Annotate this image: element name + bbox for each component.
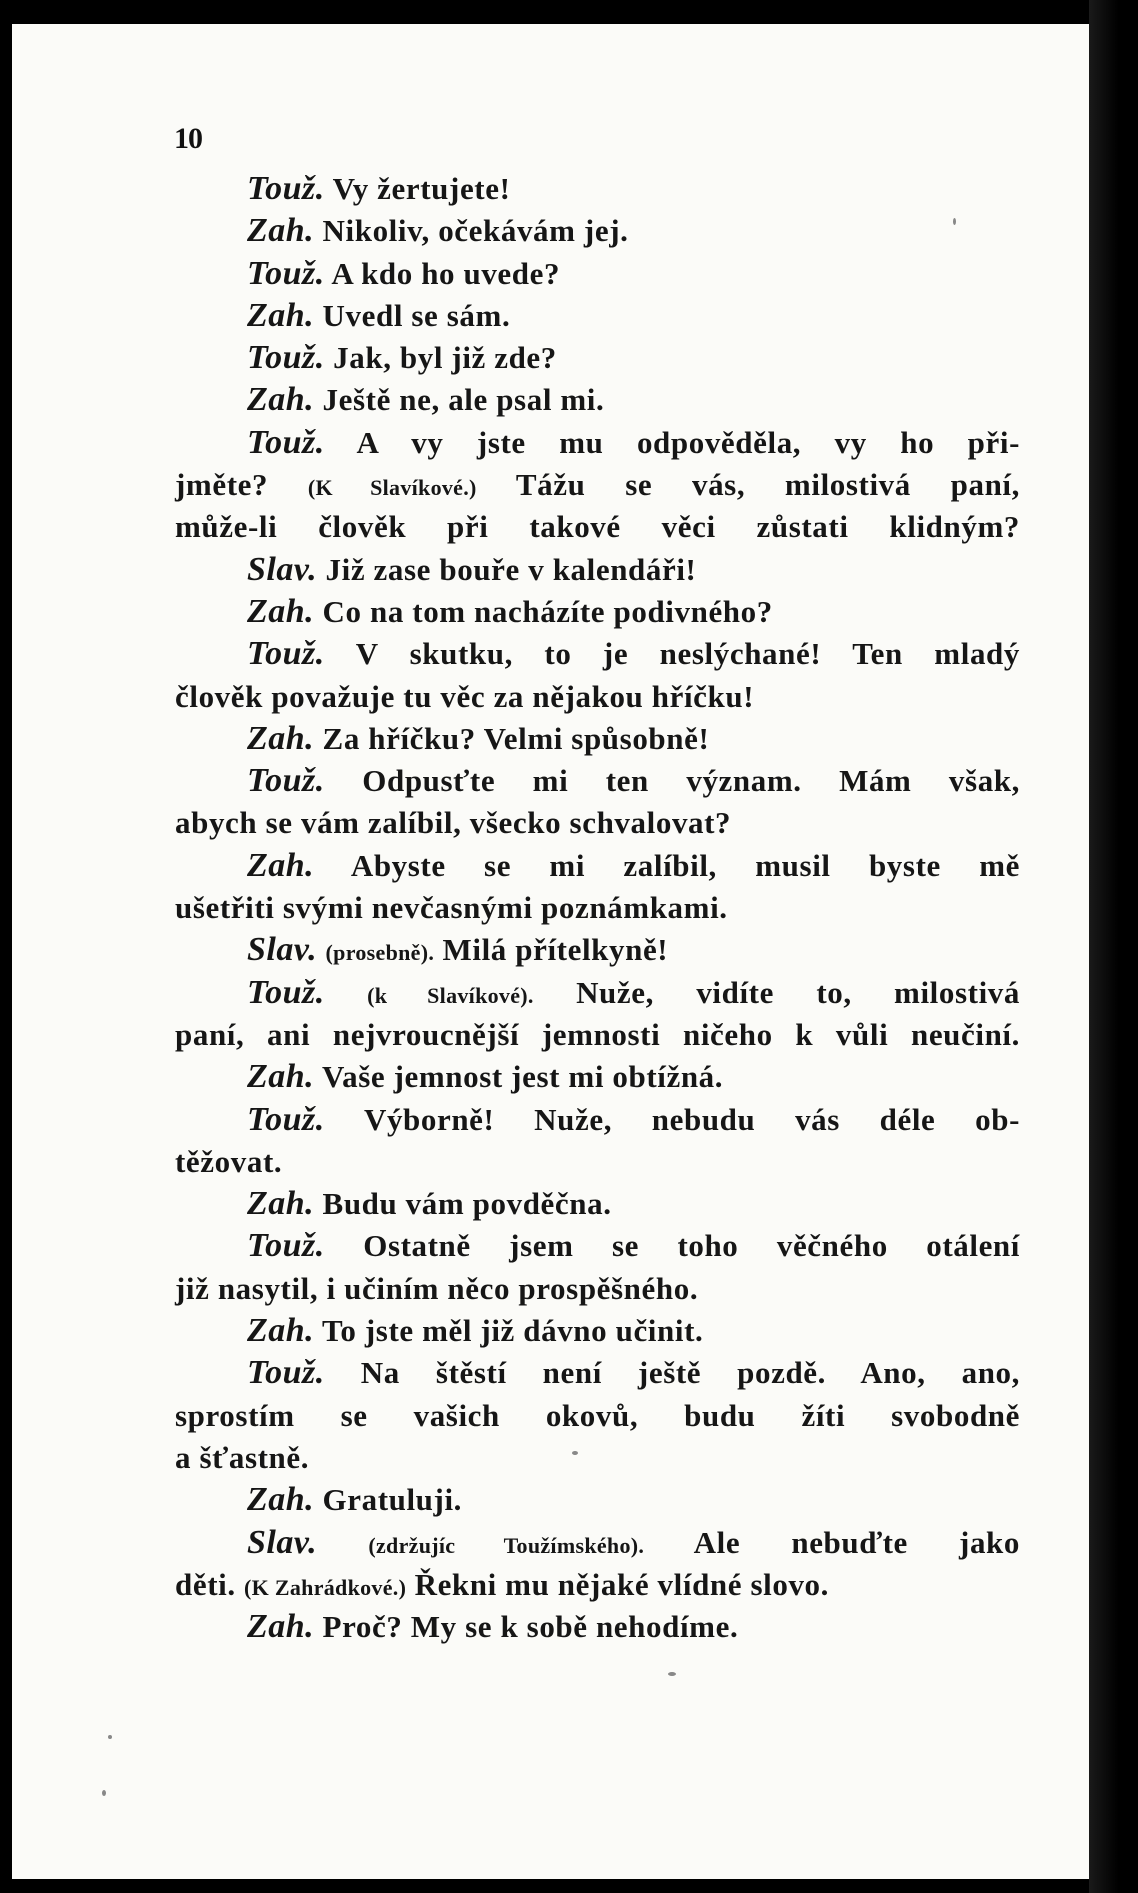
text-line xyxy=(175,972,1020,1014)
speaker-name: Touž. xyxy=(247,423,325,461)
ink-speck xyxy=(668,1672,676,1676)
speaker-name: Touž. xyxy=(247,1227,325,1265)
line-text: Na štěstí není ještě pozdě. Ano, ano, xyxy=(324,1355,1020,1391)
text-line xyxy=(175,1606,1020,1648)
text-line xyxy=(175,1437,1020,1479)
page-number: 10 xyxy=(174,122,202,155)
text-line xyxy=(175,1099,1020,1141)
line-text: Proč? My se k sobě nehodíme. xyxy=(314,1609,739,1645)
line-text: jměte? xyxy=(175,467,308,503)
line-text: Ale nebuďte jako xyxy=(644,1524,1020,1560)
text-line xyxy=(175,253,1020,295)
text-line xyxy=(175,1225,1020,1267)
line-text: To jste měl již dávno učinit. xyxy=(314,1313,704,1349)
line-text: Ostatně jsem se toho věčného otálení xyxy=(324,1228,1020,1264)
speaker-name: Touž. xyxy=(247,1100,325,1138)
ink-speck xyxy=(102,1790,106,1796)
speaker-name: Touž. xyxy=(247,973,325,1011)
speaker-name: Zah. xyxy=(247,1481,315,1519)
line-text xyxy=(317,932,325,967)
line-text: sprostím se vašich okovů, budu žíti svobodně xyxy=(175,1397,1020,1433)
line-text: Již zase bouře v kalendáři! xyxy=(317,551,697,587)
line-text: Nuže, vidíte to, milostivá xyxy=(533,974,1020,1010)
speaker-name: Slav. xyxy=(247,931,318,969)
line-text: děti. xyxy=(175,1566,245,1602)
text-line xyxy=(175,887,1020,929)
text-line xyxy=(175,1352,1020,1394)
line-text: Za hříčku? Velmi spůsobně! xyxy=(314,720,710,756)
text-line xyxy=(175,168,1020,210)
speaker-name: Touž. xyxy=(247,1354,325,1392)
text-line xyxy=(175,802,1020,844)
text-line xyxy=(175,718,1020,760)
speaker-name: Touž. xyxy=(247,170,325,207)
text-line xyxy=(175,760,1020,802)
text-line xyxy=(175,676,1020,718)
text-line xyxy=(175,1141,1020,1183)
text-line xyxy=(175,1395,1020,1437)
text-line xyxy=(175,1522,1020,1564)
line-text: Řekni mu nějaké vlídné slovo. xyxy=(406,1566,830,1602)
text-line xyxy=(175,633,1020,675)
line-text: Co na tom nacházíte podivného? xyxy=(314,593,773,629)
speaker-name: Zah. xyxy=(247,1608,315,1646)
line-text: těžovat. xyxy=(175,1143,283,1179)
line-text: Milá přítelkyně! xyxy=(434,932,669,968)
line-text: Uvedl se sám. xyxy=(314,297,511,333)
line-text: již nasytil, i učiním něco prospěšného. xyxy=(175,1270,699,1306)
text-line xyxy=(175,210,1020,252)
speaker-name: Touž. xyxy=(247,339,325,377)
text-line xyxy=(175,1268,1020,1310)
text-line xyxy=(175,1310,1020,1352)
text-line xyxy=(175,379,1020,421)
text-line xyxy=(175,549,1020,591)
speaker-name: Touž. xyxy=(247,762,325,800)
text-line xyxy=(175,1183,1020,1225)
text-line xyxy=(175,506,1020,548)
text-line xyxy=(175,929,1020,971)
speaker-name: Zah. xyxy=(247,592,315,630)
line-text: A kdo ho uvede? xyxy=(324,255,561,291)
line-text xyxy=(325,975,367,1010)
line-text xyxy=(317,1525,368,1560)
text-line xyxy=(175,337,1020,379)
line-text: ušetřiti svými nevčasnými poznámkami. xyxy=(175,890,728,926)
stage-direction: (K Slavíkové.) xyxy=(307,475,477,501)
text-line xyxy=(175,845,1020,887)
line-text: může-li člověk při takové věci zůstati klidným? xyxy=(175,509,1020,545)
line-text: Budu vám povděčna. xyxy=(314,1186,612,1222)
line-text: Nikoliv, očekávám jej. xyxy=(314,213,629,249)
text-line xyxy=(175,464,1020,506)
stage-direction: (k Slavíkové). xyxy=(367,982,534,1008)
line-text: Gratuluji. xyxy=(314,1482,463,1518)
line-text: Odpusťte mi ten význam. Mám však, xyxy=(324,763,1020,799)
speaker-name: Zah. xyxy=(247,1312,315,1350)
speaker-name: Zah. xyxy=(247,296,315,334)
text-line xyxy=(175,422,1020,464)
speaker-name: Zah. xyxy=(247,1185,315,1223)
line-text: a šťastně. xyxy=(175,1439,310,1475)
line-text: Jak, byl již zde? xyxy=(324,340,557,376)
page-gutter-shadow xyxy=(1089,0,1138,1893)
line-text: A vy jste mu odpověděla, vy ho při- xyxy=(324,424,1020,460)
speaker-name: Zah. xyxy=(247,1058,315,1096)
speaker-name: Slav. xyxy=(247,550,318,588)
line-text: Výborně! Nuže, nebudu vás déle ob- xyxy=(324,1101,1020,1137)
speaker-name: Zah. xyxy=(247,212,315,250)
line-text: Abyste se mi zalíbil, musil byste mě xyxy=(314,847,1020,883)
line-text: Vy žertujete! xyxy=(324,171,511,206)
dialogue-text xyxy=(175,168,1020,1648)
speaker-name: Zah. xyxy=(247,846,315,884)
text-line xyxy=(175,295,1020,337)
speaker-name: Slav. xyxy=(247,1523,318,1561)
line-text: paní, ani nejvroucnější jemnosti ničeho k vůli neučiní. xyxy=(175,1016,1020,1052)
line-text: abych se vám zalíbil, všecko schvalovat? xyxy=(175,805,732,841)
text-line xyxy=(175,591,1020,633)
text-line xyxy=(175,1564,1020,1606)
speaker-name: Touž. xyxy=(247,635,325,673)
speaker-name: Touž. xyxy=(247,254,325,292)
stage-direction: (K Zahrádkové.) xyxy=(244,1574,407,1600)
text-line xyxy=(175,1014,1020,1056)
line-text: Vaše jemnost jest mi obtížná. xyxy=(314,1059,724,1095)
speaker-name: Zah. xyxy=(247,381,315,419)
line-text: člověk považuje tu věc za nějakou hříčku! xyxy=(175,678,755,714)
line-text: V skutku, to je neslýchané! Ten mladý xyxy=(324,636,1020,672)
text-line xyxy=(175,1056,1020,1098)
stage-direction: (prosebně). xyxy=(325,940,435,966)
text-line xyxy=(175,1479,1020,1521)
speaker-name: Zah. xyxy=(247,719,315,757)
line-text: Ještě ne, ale psal mi. xyxy=(314,382,605,418)
line-text: Tážu se vás, milostivá paní, xyxy=(476,467,1020,503)
ink-speck xyxy=(108,1735,112,1739)
stage-direction: (zdržujíc Toužímského). xyxy=(368,1532,645,1558)
